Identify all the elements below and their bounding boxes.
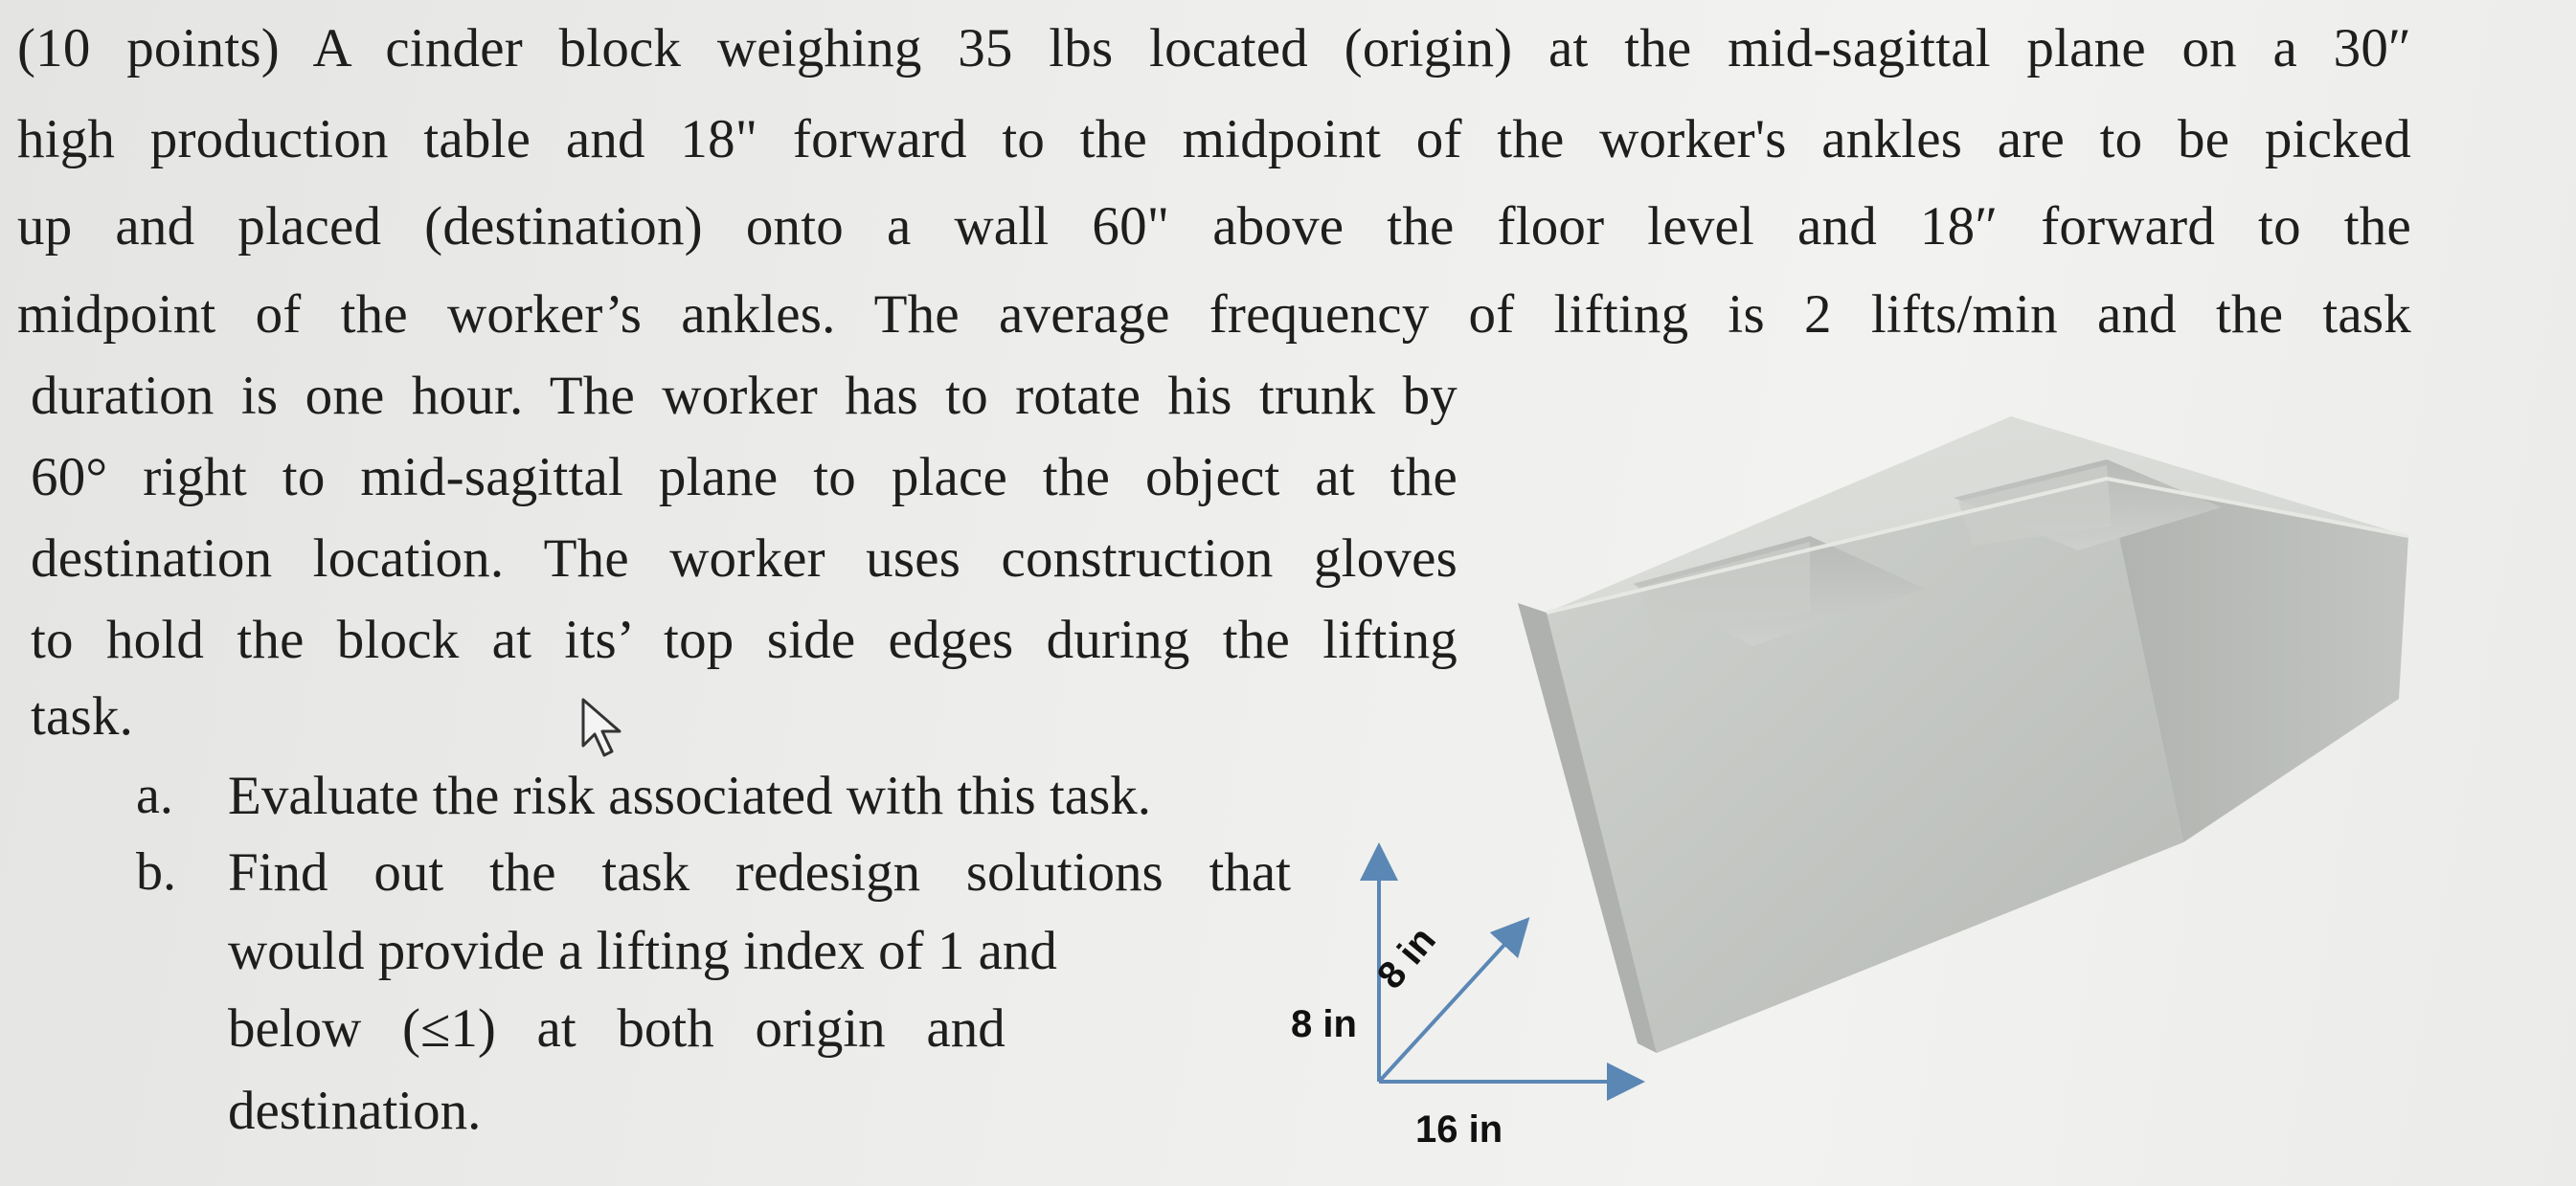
height-dimension-label: 8 in [1291, 1003, 1357, 1045]
length-dimension-label: 16 in [1415, 1108, 1503, 1151]
problem-line-1: (10 points) A cinder block weighing 35 lbs located (origin) at the mid-sagittal plane on a 30″ [17, 18, 2411, 78]
question-a-marker: a. [136, 766, 173, 825]
problem-line-2: high production table and 18" forward to the midpoint of the worker's ankles are to be picked [17, 109, 2411, 169]
question-b-line-1: Find out the task redesign solutions that [228, 842, 1291, 903]
question-b-line-2: would provide a lifting index of 1 and [228, 921, 1057, 981]
depth-dimension-label: 8 in [1368, 919, 1444, 997]
problem-line-4: midpoint of the worker’s ankles. The average frequency of lifting is 2 lifts/min and the task [17, 284, 2411, 345]
problem-line-7: destination location. The worker uses construction gloves [31, 528, 1457, 589]
dimension-diagram [1322, 823, 1666, 1130]
question-b-line-3: below (≤1) at both origin and [228, 998, 1006, 1059]
mouse-cursor-icon [579, 696, 637, 763]
problem-line-9: task. [31, 686, 134, 747]
problem-line-8: to hold the block at its’ top side edges during the lifting [31, 610, 1457, 670]
question-b-line-4: destination. [228, 1081, 482, 1141]
problem-line-6: 60° right to mid-sagittal plane to place the object at the [31, 447, 1457, 507]
problem-line-3: up and placed (destination) onto a wall 60" above the floor level and 18″ forward to the [17, 196, 2411, 257]
question-b-marker: b. [136, 842, 176, 902]
question-a-line-1: Evaluate the risk associated with this task. [228, 766, 1152, 826]
problem-line-5: duration is one hour. The worker has to rotate his trunk by [31, 366, 1457, 426]
